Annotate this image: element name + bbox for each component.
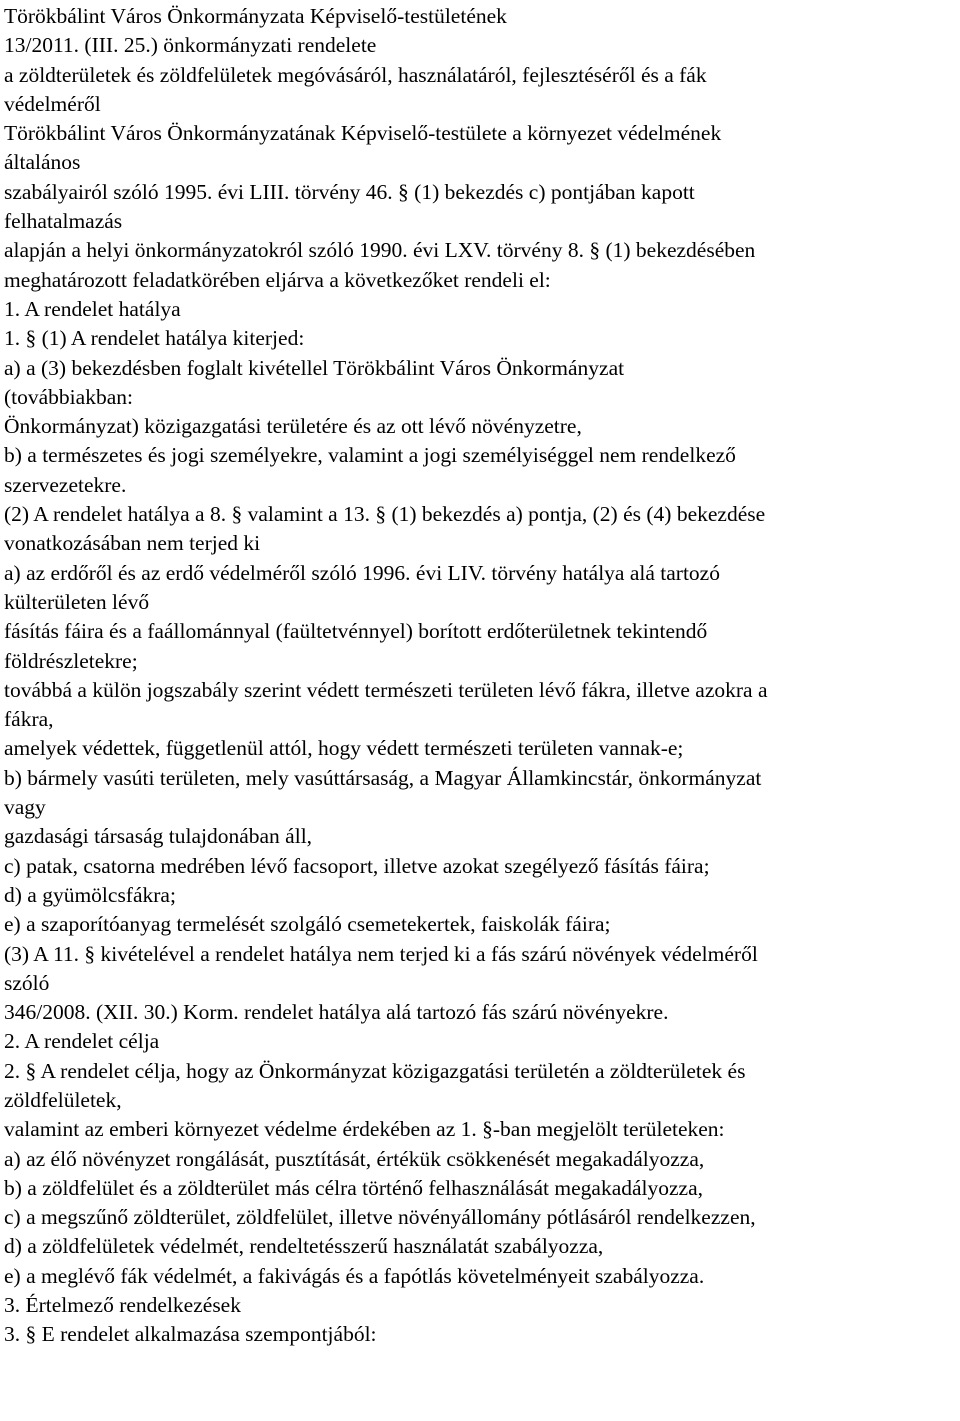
text-line: a) az erdőről és az erdő védelméről szóló 1996. évi LIV. törvény hatálya alá tartozó: [4, 560, 720, 585]
text-line: amelyek védettek, függetlenül attól, hogy védett természeti területen vannak-e;: [4, 736, 684, 761]
text-line: a) a (3) bekezdésben foglalt kivétellel Törökbálint Város Önkormányzat: [4, 355, 625, 380]
text-line: 3. § E rendelet alkalmazása szempontjából:: [4, 1322, 377, 1347]
text-line: c) patak, csatorna medrében lévő facsoport, illetve azokat szegélyező fásítás fáira;: [4, 853, 710, 878]
text-line: valamint az emberi környezet védelme érdekében az 1. §-ban megjelölt területeken:: [4, 1117, 725, 1142]
text-line: alapján a helyi önkormányzatokról szóló 1990. évi LXV. törvény 8. § (1) bekezdésében: [4, 238, 756, 263]
text-line: vonatkozásában nem terjed ki: [4, 531, 261, 556]
text-line: a zöldterületek és zöldfelületek megóvásáról, használatáról, fejlesztéséről és a fák: [4, 62, 707, 87]
text-line: e) a szaporítóanyag termelését szolgáló csemetekertek, faiskolák fáira;: [4, 912, 611, 937]
text-line: d) a gyümölcsfákra;: [4, 882, 176, 907]
text-line: a) az élő növényzet rongálását, pusztítását, értékük csökkenését megakadályozza,: [4, 1146, 705, 1171]
text-line: általános: [4, 150, 81, 175]
text-line: (továbbiakban:: [4, 384, 133, 409]
text-line: szabályairól szóló 1995. évi LIII. törvény 46. § (1) bekezdés c) pontjában kapott: [4, 179, 695, 204]
text-line: 346/2008. (XII. 30.) Korm. rendelet hatálya alá tartozó fás szárú növényekre.: [4, 1000, 669, 1025]
text-line: e) a meglévő fák védelmét, a fakivágás és a fapótlás követelményeit szabályozza.: [4, 1263, 705, 1288]
text-line: 3. Értelmező rendelkezések: [4, 1293, 241, 1318]
text-line: d) a zöldfelületek védelmét, rendeltetésszerű használatát szabályozza,: [4, 1234, 604, 1259]
text-line: Önkormányzat) közigazgatási területére és az ott lévő növényzetre,: [4, 414, 582, 439]
text-line: Törökbálint Város Önkormányzatának Képviselő-testülete a környezet védelmének: [4, 121, 722, 146]
text-line: földrészletekre;: [4, 648, 138, 673]
text-line: vagy: [4, 795, 46, 820]
text-line: (3) A 11. § kivételével a rendelet hatálya nem terjed ki a fás szárú növények védelméről: [4, 941, 758, 966]
document-body: [4, 2, 958, 1350]
text-line: 2. A rendelet célja: [4, 1029, 160, 1054]
text-line: továbbá a külön jogszabály szerint védett természeti területen lévő fákra, illetve azokra a: [4, 677, 768, 702]
text-line: b) bármely vasúti területen, mely vasúttársaság, a Magyar Államkincstár, önkormányzat: [4, 765, 762, 790]
text-line: 1. A rendelet hatálya: [4, 296, 181, 321]
text-line: 13/2011. (III. 25.) önkormányzati rendelete: [4, 33, 377, 58]
text-line: gazdasági társaság tulajdonában áll,: [4, 824, 313, 849]
text-line: meghatározott feladatkörében eljárva a következőket rendeli el:: [4, 267, 551, 292]
text-line: Törökbálint Város Önkormányzata Képviselő-testületének: [4, 4, 507, 28]
text-line: fákra,: [4, 707, 54, 732]
text-line: b) a zöldfelület és a zöldterület más célra történő felhasználását megakadályozza,: [4, 1175, 704, 1200]
text-line: védelméről: [4, 91, 101, 116]
text-line: b) a természetes és jogi személyekre, valamint a jogi személyiséggel nem rendelkező: [4, 443, 736, 468]
text-line: 2. § A rendelet célja, hogy az Önkormányzat közigazgatási területén a zöldterületek és: [4, 1058, 746, 1083]
text-line: 1. § (1) A rendelet hatálya kiterjed:: [4, 326, 305, 351]
text-line: felhatalmazás: [4, 209, 123, 234]
text-line: zöldfelületek,: [4, 1087, 122, 1112]
text-line: fásítás fáira és a faállománnyal (faültetvénnyel) borított erdőterületnek tekintendő: [4, 619, 708, 644]
text-line: c) a megszűnő zöldterület, zöldfelület, illetve növényállomány pótlásáról rendelkezzen,: [4, 1205, 756, 1230]
text-line: szervezetekre.: [4, 472, 127, 497]
text-line: (2) A rendelet hatálya a 8. § valamint a 13. § (1) bekezdés a) pontja, (2) és (4) bekezdése: [4, 502, 766, 527]
text-line: szóló: [4, 970, 50, 995]
text-line: külterületen lévő: [4, 589, 150, 614]
